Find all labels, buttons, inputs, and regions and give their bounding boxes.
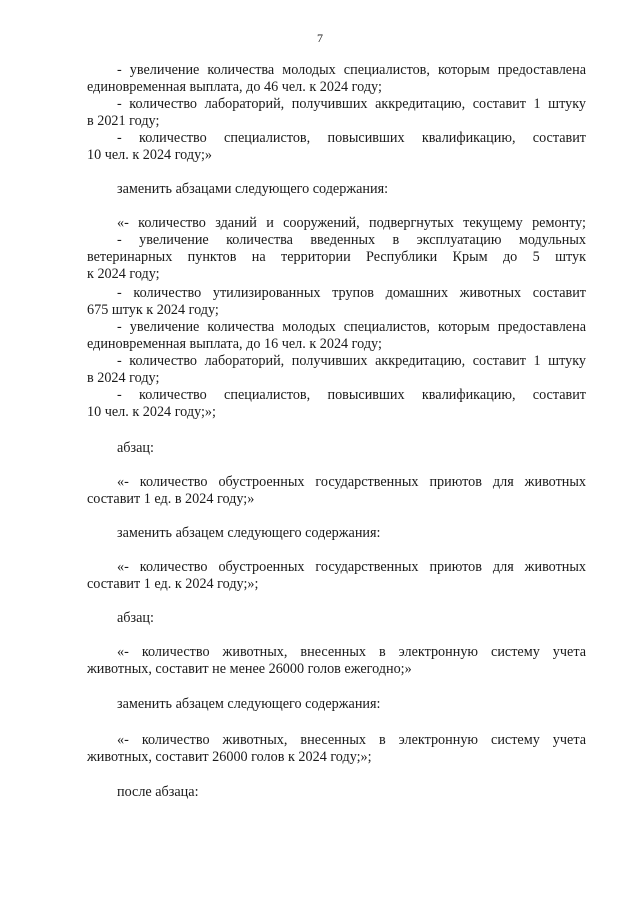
text-line: единовременная выплата, до 46 чел. к 2024 году; [87, 79, 382, 95]
text-line: 675 штук к 2024 году; [87, 302, 219, 318]
text-line: «- количество животных, внесенных в электронную систему учета [117, 644, 586, 660]
text-line: 10 чел. к 2024 году;»; [87, 404, 216, 420]
text-line: заменить абзацем следующего содержания: [117, 525, 381, 541]
text-line: составит 1 ед. к 2024 году;»; [87, 576, 259, 592]
text-line: абзац: [117, 440, 154, 456]
text-line: - количество утилизированных трупов домашних животных составит [117, 285, 586, 301]
text-line: - количество лабораторий, получивших аккредитацию, составит 1 штуку [117, 96, 586, 112]
text-line: «- количество обустроенных государственных приютов для животных [117, 474, 586, 490]
text-line: - количество специалистов, повысивших квалификацию, составит [117, 387, 586, 403]
text-line: «- количество зданий и сооружений, подвергнутых текущему ремонту; [117, 215, 586, 231]
text-line: «- количество животных, внесенных в электронную систему учета [117, 732, 586, 748]
text-line: заменить абзацем следующего содержания: [117, 696, 381, 712]
text-line: единовременная выплата, до 16 чел. к 2024 году; [87, 336, 382, 352]
text-line: - увеличение количества молодых специалистов, которым предоставлена [117, 62, 586, 78]
text-line: «- количество обустроенных государственных приютов для животных [117, 559, 586, 575]
page-number: 7 [317, 31, 323, 45]
text-line: в 2021 году; [87, 113, 160, 129]
text-line: заменить абзацами следующего содержания: [117, 181, 389, 197]
text-line: ветеринарных пунктов на территории Республики Крым до 5 штук [87, 249, 586, 265]
text-line: животных, составит не менее 26000 голов ежегодно;» [87, 661, 412, 677]
text-line: - увеличение количества молодых специалистов, которым предоставлена [117, 319, 586, 335]
text-line: после абзаца: [117, 784, 199, 800]
text-line: 10 чел. к 2024 году;» [87, 147, 213, 163]
text-line: к 2024 году; [87, 266, 160, 282]
text-line: составит 1 ед. в 2024 году;» [87, 491, 255, 507]
text-line: - количество специалистов, повысивших квалификацию, составит [117, 130, 586, 146]
text-line: - количество лабораторий, получивших аккредитацию, составит 1 штуку [117, 353, 586, 369]
text-line: животных, составит 26000 голов к 2024 году;»; [87, 749, 372, 765]
text-line: - увеличение количества введенных в эксплуатацию модульных [117, 232, 586, 248]
text-line: абзац: [117, 610, 154, 626]
text-line: в 2024 году; [87, 370, 160, 386]
